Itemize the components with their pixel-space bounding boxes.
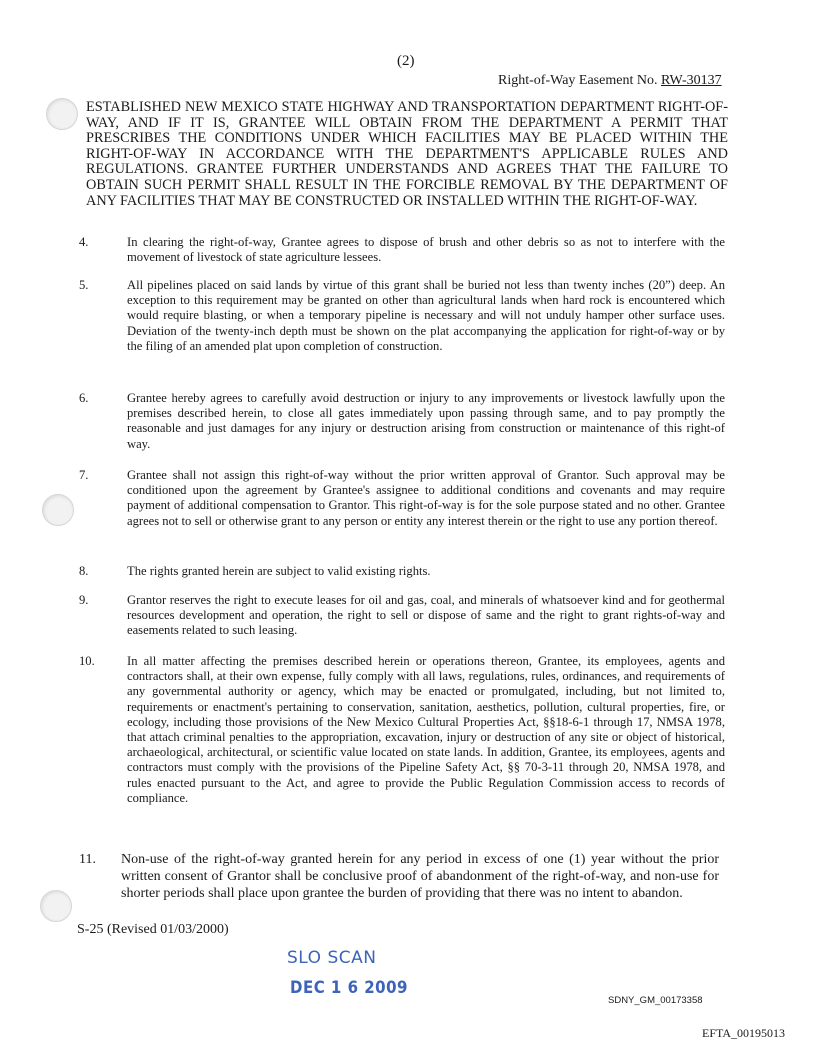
clause-number: 7. (79, 468, 89, 482)
page-number: (2) (397, 53, 415, 69)
clause-text: In all matter affecting the premises described herein or operations thereon, Grantee, its employees, agents and contractors shall, at their own expense, fully comply with all laws, regulations, rules, ordinances, and requirements of any governmental authority or agency, which may be enacted or promulgated, including, but not limited to, requirements or enactment's pertaining to conservation, sanitation, aesthetics, pollution, cultural properties, fire, or ecology, including those provisions of the New Mexico Cultural Properties Act, §§18-6-1 through 17, NMSA 1978, that attach criminal penalties to the appropriation, excavation, injury or destruction of any site or object of historical, archaeological, architectural, or scientific value located on state lands. In addition, Grantee, its employees, agents and contractors must comply with the provisions of the Pipeline Safety Act, §§ 70-3-11 through 20, NMSA 1978, and rules enacted pursuant to the Act, and agree to provide the Public Regulation Commission access to records of compliance. (127, 654, 725, 805)
clause-text: Non-use of the right-of-way granted herein for any period in excess of one (1) year without the prior written consent of Grantor shall be conclusive proof of abandonment of the right-of-way, and non-use for shorter periods shall place upon grantee the burden of providing that there was no intent to abandon. (121, 852, 719, 901)
easement-reference (498, 73, 722, 89)
clause-4 (79, 235, 725, 265)
clause-text: The rights granted herein are subject to valid existing rights. (127, 564, 431, 578)
clause-text: Grantor reserves the right to execute leases for oil and gas, coal, and minerals of whatsoever kind and for geothermal resources development and operation, the right to sell or dispose of same and the right to grant rights-of-way and easements related to such leasing. (127, 593, 725, 638)
clause-text: All pipelines placed on said lands by virtue of this grant shall be buried not less than twenty inches (20”) deep. An exception to this requirement may be granted on other than agricultural lands when hard rock is encountered which would require blasting, or when a temporary pipeline is necessary and will not unduly hamper other surface uses. Deviation of the twenty-inch depth must be shown on the plat accompanying the application for right-of-way or by the filing of an amended plat upon completion of construction. (127, 278, 725, 353)
clause-number: 9. (79, 593, 89, 607)
form-revision-id: S-25 (Revised 01/03/2000) (77, 922, 229, 937)
clause-number: 5. (79, 278, 89, 292)
clause-number: 10. (79, 654, 95, 668)
clause-9 (79, 593, 725, 639)
scan-stamp-title: SLO SCAN (287, 948, 377, 968)
clause-number: 8. (79, 564, 89, 578)
punch-hole-bottom (40, 890, 72, 922)
intro-paragraph: ESTABLISHED NEW MEXICO STATE HIGHWAY AND TRANSPORTATION DEPARTMENT RIGHT-OF-WAY, AND IF IT IS, GRANTEE WILL OBTAIN FROM THE DEPARTMENT A PERMIT THAT PRESCRIBES THE CONDITIONS UNDER WHICH FACILITIES MAY BE PLACED WITHIN THE RIGHT-OF-WAY IN ACCORDANCE WITH THE DEPARTMENT'S APPLICABLE RULES AND REGULATIONS. GRANTEE FURTHER UNDERSTANDS AND AGREES THAT THE FAILURE TO OBTAIN SUCH PERMIT SHALL RESULT IN THE FORCIBLE REMOVAL BY THE DEPARTMENT OF ANY FACILITIES THAT MAY BE CONSTRUCTED OR INSTALLED WITHIN THE RIGHT-OF-WAY. (86, 99, 728, 209)
clause-number: 11. (79, 852, 96, 867)
clause-number: 6. (79, 391, 89, 405)
clause-11 (79, 851, 719, 902)
efta-number: EFTA_00195013 (702, 1026, 786, 1040)
bates-number: SDNY_GM_00173358 (608, 995, 703, 1006)
punch-hole-middle (42, 494, 74, 526)
clause-5 (79, 278, 725, 354)
scan-stamp-date: DEC 1 6 2009 (290, 977, 408, 998)
punch-hole-top (46, 98, 78, 130)
clause-7 (79, 468, 725, 529)
clause-text: Grantee shall not assign this right-of-way without the prior written approval of Grantor. Such approval may be conditioned upon the agreement by Grantee's assignee to additional conditions and covenants and may require payment of additional compensation to Grantor. This right-of-way is for the sole purpose stated and no other. Grantee agrees not to sell or otherwise grant to any person or entity any interest therein or the right to use any portion thereof. (127, 468, 725, 528)
easement-label: Right-of-Way Easement No. (498, 73, 658, 88)
clause-text: Grantee hereby agrees to carefully avoid destruction or injury to any improvements or livestock lawfully upon the premises described herein, to close all gates immediately upon passing through same, and to pay promptly the reasonable and just damages for any injury or destruction arising from construction or maintenance of this right-of way. (127, 391, 725, 451)
clause-8 (79, 564, 725, 579)
clause-text: In clearing the right-of-way, Grantee agrees to dispose of brush and other debris so as not to interfere with the movement of livestock of state agriculture lessees. (127, 235, 725, 265)
easement-number: RW-30137 (660, 73, 722, 88)
clause-6 (79, 391, 725, 452)
clause-10 (79, 654, 725, 806)
clause-number: 4. (79, 235, 89, 249)
